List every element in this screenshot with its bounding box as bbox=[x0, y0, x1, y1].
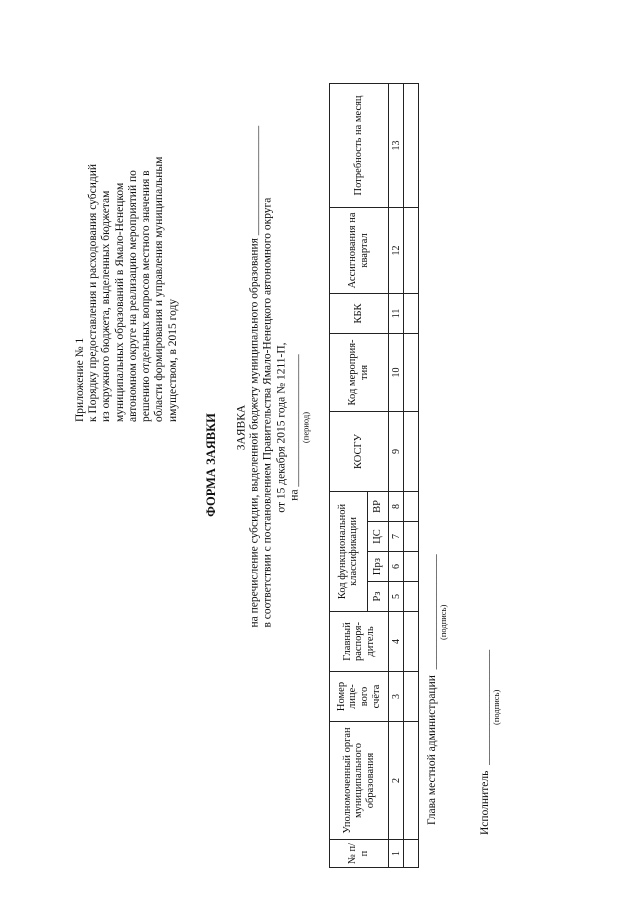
table-cell bbox=[404, 582, 419, 612]
table-cell bbox=[404, 411, 419, 491]
head-signature-line: ____________________ bbox=[426, 554, 438, 670]
header-kosgu: КОСГУ bbox=[330, 411, 389, 491]
col-number: 5 bbox=[389, 582, 404, 612]
table-cell bbox=[404, 207, 419, 293]
appendix-line: области формирования и управления муниципальным bbox=[153, 156, 166, 422]
header-monthly-need: Потребность на месяц bbox=[330, 83, 389, 207]
head-signature-block bbox=[426, 555, 486, 825]
col-number: 9 bbox=[389, 411, 404, 491]
request-line: от 15 декабря 2015 года № 1211-П, bbox=[275, 342, 288, 513]
executor-signature-line: ____________________ bbox=[479, 649, 491, 765]
request-table-wrapper bbox=[329, 84, 419, 868]
table-cell bbox=[404, 840, 419, 868]
col-number: 8 bbox=[389, 491, 404, 521]
head-label: Глава местной администрации bbox=[426, 675, 438, 825]
executor-label: Исполнитель bbox=[479, 770, 491, 835]
request-line: в соответствии с постановлением Правительства Ямало-Ненецкого автономного округа bbox=[261, 197, 274, 628]
appendix-line: к Порядку предоставления и расходования субсидий bbox=[87, 163, 100, 422]
table-cell bbox=[404, 83, 419, 207]
table-cell bbox=[404, 522, 419, 552]
table-header-row bbox=[330, 83, 368, 867]
executor-signature-block bbox=[479, 575, 539, 835]
table-cell bbox=[404, 722, 419, 840]
table-column-numbers-row bbox=[389, 83, 404, 867]
col-number: 4 bbox=[389, 612, 404, 672]
appendix-line: из окружного бюджета, выделенных бюджетам bbox=[100, 190, 113, 422]
col-number: 2 bbox=[389, 722, 404, 840]
col-number: 6 bbox=[389, 552, 404, 582]
col-number: 3 bbox=[389, 672, 404, 722]
col-number: 11 bbox=[389, 293, 404, 333]
appendix-heading bbox=[74, 42, 194, 422]
header-func-code: Код функциональной классификации bbox=[330, 491, 368, 611]
table-cell bbox=[404, 612, 419, 672]
col-number: 7 bbox=[389, 522, 404, 552]
head-signature-note: (подпись) bbox=[438, 604, 449, 640]
period-note: (период) bbox=[300, 411, 311, 444]
table-cell bbox=[404, 552, 419, 582]
table-row bbox=[404, 83, 419, 867]
col-number: 12 bbox=[389, 207, 404, 293]
request-line: на перечисление субсидии, выделенной бюджету муниципального образования ___________________ bbox=[248, 125, 261, 628]
appendix-line: автономном округе на реализацию мероприятий по bbox=[126, 170, 139, 422]
executor-signature-note: (подпись) bbox=[491, 689, 502, 725]
table-cell bbox=[404, 293, 419, 333]
request-title: ЗАЯВКА bbox=[235, 404, 248, 451]
header-prz: Прз bbox=[367, 552, 388, 582]
request-line: на _______________________ bbox=[288, 354, 301, 501]
header-rz: Рз bbox=[367, 582, 388, 612]
col-number: 10 bbox=[389, 333, 404, 411]
table-cell bbox=[404, 333, 419, 411]
appendix-line: решению отдельных вопросов местного значения в bbox=[140, 170, 153, 422]
header-kbk: КБК bbox=[330, 293, 389, 333]
header-num: № п/п bbox=[330, 840, 389, 868]
header-vr: ВР bbox=[367, 491, 388, 521]
table-cell bbox=[404, 491, 419, 521]
appendix-line: муниципальных образований в Ямало-Ненецком bbox=[113, 182, 126, 422]
col-number: 1 bbox=[389, 840, 404, 868]
header-cs: ЦС bbox=[367, 522, 388, 552]
request-table bbox=[329, 83, 419, 868]
header-event-code: Код мероприя- тия bbox=[330, 333, 389, 411]
appendix-line: Приложение № 1 bbox=[74, 337, 86, 422]
header-organ: Уполномоченный орган муниципального образования bbox=[330, 722, 389, 840]
header-quarter-alloc: Ассигнования на квартал bbox=[330, 207, 389, 293]
header-account: Номер лице- вого счёта bbox=[330, 672, 389, 722]
request-block bbox=[235, 125, 331, 628]
form-title: ФОРМА ЗАЯВКИ bbox=[204, 413, 218, 517]
appendix-line: имуществом, в 2015 году bbox=[166, 298, 179, 422]
header-manager: Главный распоря- дитель bbox=[330, 612, 389, 672]
table-cell bbox=[404, 672, 419, 722]
col-number: 13 bbox=[389, 83, 404, 207]
